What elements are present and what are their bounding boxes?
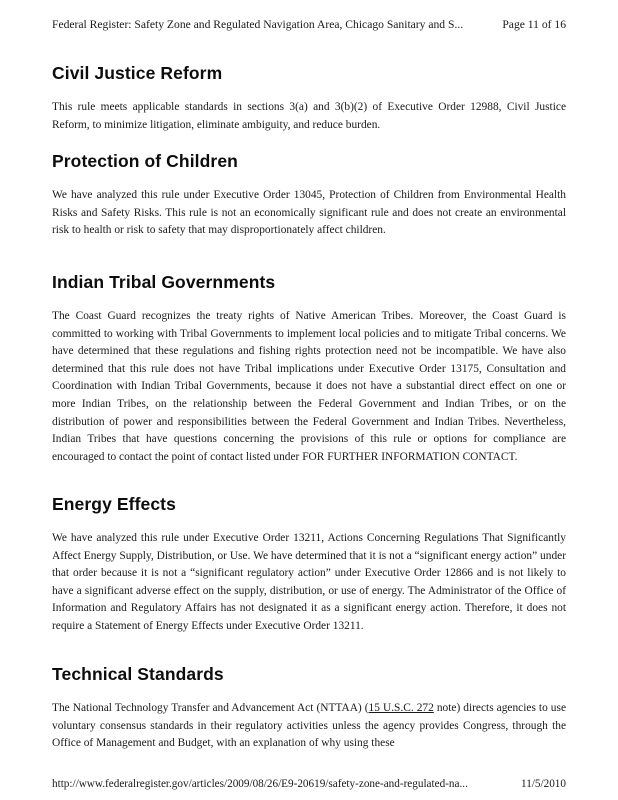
section-heading: Technical Standards xyxy=(52,664,224,684)
section-heading: Indian Tribal Governments xyxy=(52,272,276,292)
body-text-after: note) directs agencies to use voluntary consensus standards in their regulatory activities unless the agency provides Congress, through the Office of Management and Budget, with an explanation of why using these xyxy=(52,702,566,750)
section-heading: Protection of Children xyxy=(52,151,238,171)
section-body xyxy=(52,700,566,753)
document-content xyxy=(52,60,566,753)
section-protection-of-children xyxy=(52,151,566,272)
section-heading: Civil Justice Reform xyxy=(52,63,223,83)
section-indian-tribal-governments xyxy=(52,272,566,494)
running-header xyxy=(52,18,566,31)
body-text-before: The National Technology Transfer and Advancement Act (NTTAA) ( xyxy=(52,702,369,714)
section-energy-effects xyxy=(52,494,566,664)
footer-date: 11/5/2010 xyxy=(521,778,566,790)
section-technical-standards xyxy=(52,664,566,753)
section-heading: Energy Effects xyxy=(52,494,176,514)
header-title: Federal Register: Safety Zone and Regulated Navigation Area, Chicago Sanitary and S... xyxy=(52,18,464,31)
section-civil-justice-reform xyxy=(52,63,566,151)
header-page-number: Page 11 of 16 xyxy=(502,18,566,31)
footer-url: http://www.federalregister.gov/articles/2009/08/26/E9-20619/safety-zone-and-regulated-na... xyxy=(52,778,468,790)
section-body: We have analyzed this rule under Executive Order 13045, Protection of Children from Environmental Health Risks and Safety Risks. This rule is not an economically significant rule and does not create an environmental risk to health or risk to safety that may disproportionately affect children. xyxy=(52,189,566,237)
section-body: The Coast Guard recognizes the treaty rights of Native American Tribes. Moreover, the Coast Guard is committed to working with Tribal Governments to implement local policies and to mitigate Tribal concerns. We have determined that these regulations and fishing rights protection need not be incompatible. We have also determined that this rule does not have Tribal implications under Executive Order 13175, Consultation and Coordination with Indian Tribal Governments, because it does not have a substantial direct effect on one or more Indian Tribes, on the relationship between the Federal Government and Indian Tribes, or on the distribution of power and responsibilities between the Federal Government and Indian Tribes. Nevertheless, Indian Tribes that have questions concerning the provisions of this rule or options for compliance are encouraged to contact the point of contact listed under FOR FURTHER INFORMATION CONTACT. xyxy=(52,310,566,463)
section-body: This rule meets applicable standards in sections 3(a) and 3(b)(2) of Executive Order 12988, Civil Justice Reform, to minimize litigation, eliminate ambiguity, and reduce burden. xyxy=(52,101,566,131)
usc-citation-link[interactable]: 15 U.S.C. 272 xyxy=(368,702,434,714)
section-body: We have analyzed this rule under Executive Order 13211, Actions Concerning Regulations That Significantly Affect Energy Supply, Distribution, or Use. We have determined that it is not a “significant energy action” under that order because it is not a “significant regulatory action” under Executive Order 12866 and is not likely to have a significant adverse effect on the supply, distribution, or use of energy. The Administrator of the Office of Information and Regulatory Affairs has not designated it as a significant energy action. Therefore, it does not require a Statement of Energy Effects under Executive Order 13211. xyxy=(52,532,566,632)
running-footer xyxy=(52,778,566,790)
